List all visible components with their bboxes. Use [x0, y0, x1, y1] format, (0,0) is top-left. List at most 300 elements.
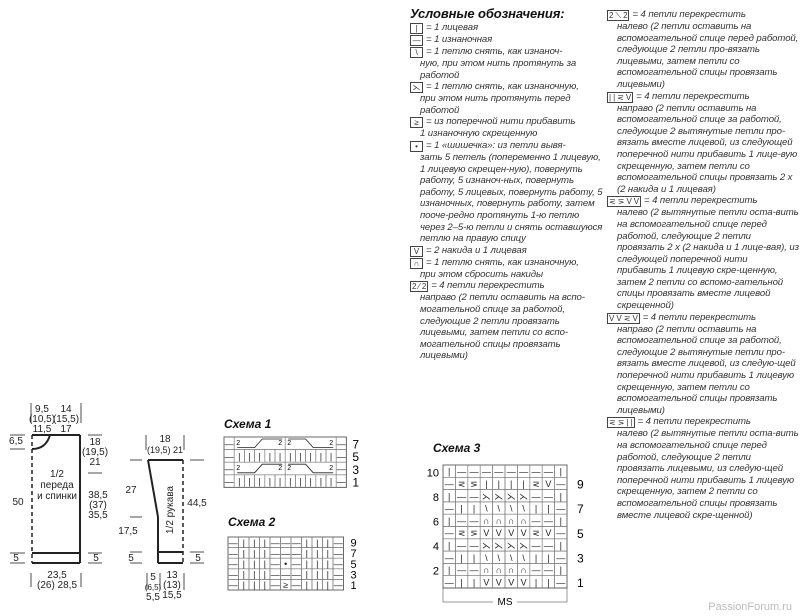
stitch-symbol: | [305, 537, 308, 548]
stitch-symbol: | [448, 540, 451, 551]
stitch-symbol: ⋋ [481, 540, 491, 551]
stitch-symbol: \ [485, 552, 488, 563]
legend-item [410, 116, 605, 140]
stitch-symbol: | [448, 565, 451, 576]
stitch-symbol: — [469, 466, 479, 477]
stitch-symbol: — [336, 438, 346, 449]
sleeve-piece-label: 1/2 рукава [165, 485, 176, 535]
legend-text: = 4 петли перекрестить [637, 416, 751, 428]
stitch-symbol: V [483, 528, 490, 539]
stitch-symbol: | [289, 476, 292, 487]
stitch-symbol: | [309, 476, 312, 487]
cable-count: 2 [278, 440, 283, 447]
stitch-symbol: | [305, 580, 308, 591]
stitch-symbol: \ [509, 552, 513, 563]
neck-width-label: 9,5 [35, 404, 49, 415]
legend-text-cont: направо (2 петли оставить на вспо-могательной спице за работой, следующие 2 петли провязать лицевыми, затем петли со вспо-могательной спицы провязать лицевыми) [420, 292, 585, 362]
stitch-symbol: — [556, 528, 566, 539]
cable-count: 2 [236, 465, 241, 473]
legend-text-cont: направо (2 петли оставить на вспомогательной спице за работой, следующие 2 вытянутые петли про-вязать вместе лицевой, из следующей поперечной нити прибавить 1 лице-вую скрещенную, затем петли со вспомогательной спицы провязать 2 x (2 накида и 1 лицевая) [617, 102, 798, 195]
cable-count: 2 [329, 465, 334, 473]
stitch-symbol: — [444, 577, 454, 588]
sleeve-width-label: (13) [163, 580, 181, 591]
stitch-symbol: ∩ [495, 565, 503, 576]
stitch-symbol: | [263, 548, 266, 559]
stitch-symbol: | [534, 552, 538, 563]
row-number: 2 [432, 565, 439, 578]
stitch-symbol: — [444, 528, 454, 539]
stitch-symbol: | [309, 451, 312, 462]
stitch-symbol: V [495, 577, 502, 588]
sleeve-lower-label: 17,5 [118, 526, 138, 537]
stitch-symbol: — [543, 540, 553, 551]
stitch-symbol: — [291, 569, 301, 580]
stitch-symbol: — [228, 559, 238, 569]
schema1-title: Схема 1 [224, 417, 272, 431]
stitch-symbol: ∩ [483, 565, 490, 576]
stitch-symbol-icon: V V ⋜ V [609, 313, 638, 323]
stitch-symbol: — [336, 476, 346, 487]
stitch-symbol: | [242, 537, 245, 548]
stitch-symbol: | [326, 569, 329, 580]
stitch-symbol-icon: | [410, 23, 423, 34]
stitch-symbol-icon: V [410, 246, 423, 257]
stitch-symbol: \ [509, 503, 513, 514]
width-label: (26) 28,5 [36, 580, 78, 591]
legend-text-cont: при этом сбросить накиды [420, 268, 543, 280]
stitch-symbol: | [242, 580, 245, 591]
legend-item [607, 9, 799, 91]
sleeve-bottom-label: 5 [150, 572, 156, 583]
stitch-symbol: | [460, 503, 463, 514]
sleeve-width-label: 13 [166, 570, 178, 581]
stitch-symbol-icon: ⋜ ⋝ V V [609, 197, 640, 207]
body-piece-label: переда [40, 480, 74, 491]
cable-count: 2 [236, 440, 241, 447]
stitch-symbol: ∩ [520, 565, 527, 576]
stitch-symbol: V [520, 528, 527, 539]
stitch-symbol: | [316, 569, 319, 580]
stitch-symbol: | [485, 478, 488, 489]
stitch-symbol: | [299, 451, 302, 462]
row-number: 7 [350, 548, 357, 561]
side-label: 38,5 [88, 490, 108, 501]
stitch-symbol: \ [522, 552, 525, 563]
stitch-symbol: | [472, 577, 476, 588]
stitch-symbol: — [444, 503, 454, 514]
stitch-symbol: ∩ [507, 565, 515, 576]
stitch-symbol: | [248, 451, 251, 462]
cable-count: 2 [287, 465, 292, 473]
row-number: 1 [577, 576, 584, 590]
stitch-symbol: | [253, 548, 256, 559]
stitch-symbol: | [559, 515, 562, 526]
stitch-symbol: | [305, 569, 308, 580]
stitch-symbol: \ [497, 552, 501, 563]
stitch-symbol: | [316, 537, 319, 548]
stitch-symbol: V [483, 577, 490, 588]
stitch-symbol: — [457, 565, 467, 576]
row-number: 8 [432, 491, 439, 504]
legend-title: Условные обозначения: [410, 6, 565, 21]
sleeve-bottom-label: (6,5) [144, 583, 162, 592]
width-label: 23,5 [47, 570, 67, 581]
stitch-symbol: — [336, 451, 346, 462]
stitch-symbol: | [326, 559, 329, 569]
row-number: 1 [352, 475, 360, 490]
stitch-symbol: | [242, 569, 245, 580]
stitch-symbol: ⋜ [457, 478, 466, 489]
stitch-symbol: | [242, 548, 245, 559]
stitch-symbol: ⋝ [470, 478, 478, 489]
stitch-symbol: — [506, 466, 516, 477]
armhole-label: (19,5) [81, 447, 109, 458]
stitch-symbol: | [253, 580, 256, 591]
stitch-symbol: | [448, 515, 451, 526]
legend-item [410, 280, 605, 362]
stitch-symbol: V [508, 528, 515, 539]
stitch-symbol: V [520, 577, 527, 588]
stitch-symbol: — [270, 559, 280, 569]
schema1-chart [220, 432, 370, 494]
stitch-symbol: | [253, 537, 256, 548]
row-number: 6 [432, 516, 439, 529]
watermark: PassionForum.ru [708, 601, 792, 613]
legend-item [607, 312, 799, 417]
row-number: 3 [577, 551, 584, 566]
stitch-symbol: | [316, 580, 319, 591]
shoulder-label: 14 [60, 404, 72, 415]
stitch-symbol: | [460, 552, 463, 563]
stitch-symbol: | [326, 537, 329, 548]
band-label: 5 [128, 553, 134, 564]
stitch-symbol: — [469, 540, 479, 551]
stitch-symbol: ∩ [507, 515, 515, 526]
stitch-symbol: — [531, 565, 541, 576]
stitch-symbol: — [291, 559, 301, 569]
stitch-symbol: | [547, 577, 550, 588]
stitch-symbol: ≥ [283, 580, 289, 591]
legend-text-cont: при этом нить протянуть перед работой [420, 93, 571, 116]
stitch-symbol: — [457, 540, 467, 551]
stitch-symbol: ⋋ [494, 491, 504, 502]
stitch-symbol-icon: ≥ [410, 117, 423, 128]
stitch-symbol: ⋋ [494, 540, 504, 551]
stitch-symbol: | [472, 503, 476, 514]
stitch-symbol: | [263, 580, 266, 591]
stitch-symbol: — [556, 552, 566, 563]
stitch-symbol: — [224, 438, 234, 449]
legend-text-cont: зать 5 петель (попеременно 1 лицевую, 1 лицевую скрещен-ную), повернуть работу, 5 изнаноч-ных, повернуть работу, 5 лицевых, повернуть работу, 5 изнаночных, повернуть работу, затем пооче-редно протянуть 1-ю петлю через 2–5-ю петли и снять оставшуюся петлю на правую спицу [420, 151, 603, 245]
legend-text: = 4 петли перекрестить [632, 9, 746, 20]
band-label: 5 [93, 553, 99, 564]
stitch-symbol-icon: — [410, 35, 423, 46]
stitch-symbol: ⋜ [532, 478, 540, 489]
legend-item [410, 245, 605, 257]
legend-text: = 4 петли перекрестить [636, 90, 750, 102]
stitch-symbol-icon: ⋋ [410, 82, 423, 93]
stitch-symbol: ∩ [495, 515, 503, 526]
schema3-chart [420, 460, 600, 610]
legend-item [410, 81, 605, 116]
legend-text: = 1 лицевая [426, 22, 478, 33]
stitch-symbol: — [281, 537, 291, 548]
stitch-symbol: V [495, 528, 502, 539]
stitch-symbol: — [291, 537, 301, 548]
stitch-symbol: — [543, 515, 553, 526]
stitch-symbol: — [444, 478, 454, 489]
stitch-symbol: — [494, 466, 504, 477]
sleeve-width-label: 15,5 [162, 590, 182, 601]
stitch-symbol: | [448, 466, 451, 477]
legend-text-cont: налево (2 петли оставить на вспомогательной спице перед работой, следующие 2 петли про-вязать лицевыми, затем петли со вспомогательной спицы провязать лицевыми) [617, 21, 799, 90]
stitch-symbol: — [531, 491, 541, 502]
row-number: 5 [577, 526, 584, 541]
legend-text: = 2 накида и 1 лицевая [426, 244, 527, 256]
legend-item [410, 46, 605, 81]
stitch-symbol: | [278, 476, 282, 487]
stitch-symbol: \ [485, 503, 488, 514]
stitch-symbol: — [224, 451, 234, 462]
stitch-symbol: | [299, 476, 302, 487]
stitch-symbol: | [559, 491, 562, 502]
stitch-symbol: — [543, 565, 553, 576]
stitch-symbol: — [228, 537, 238, 548]
neck-width-label: (10,5) [28, 414, 56, 425]
stitch-symbol: | [319, 476, 323, 487]
cable-count: 2 [287, 440, 292, 447]
neck-width-label: 11,5 [32, 424, 52, 435]
shoulder-label: 17 [60, 424, 72, 435]
legend-text: = 1 петлю снять, как изнаночную, [426, 81, 579, 93]
stitch-symbol: — [457, 515, 467, 526]
stitch-symbol-icon: 2 ⟍ 2 [609, 11, 628, 20]
stitch-symbol: | [263, 569, 266, 580]
stitch-symbol: — [228, 569, 238, 580]
row-number: 4 [432, 541, 439, 554]
legend-text: = 4 петли перекрестить [644, 195, 758, 207]
cable-cross-icon [237, 439, 282, 448]
legend-text: = 1 петлю снять, как изнаноч- [426, 46, 563, 57]
legend-item [607, 91, 799, 196]
stitch-symbol: — [531, 540, 541, 551]
armhole-label: 21 [89, 457, 101, 468]
side-label: (37) [89, 500, 107, 511]
legend-item [410, 257, 605, 281]
stitch-symbol: — [333, 548, 343, 559]
stitch-symbol: | [242, 559, 245, 569]
stitch-symbol: | [258, 476, 261, 487]
stitch-symbol: | [263, 559, 266, 569]
stitch-symbol-icon: ⋜ ⋝ | | [609, 418, 633, 428]
row-number: 5 [352, 450, 360, 465]
band-label: 5 [195, 553, 201, 564]
stitch-symbol: | [534, 577, 538, 588]
stitch-symbol: | [448, 491, 451, 502]
stitch-symbol: | [248, 476, 251, 487]
sleeve-top-label: (19,5) 21 [146, 445, 184, 455]
stitch-symbol: | [326, 580, 329, 591]
stitch-symbol: — [444, 552, 454, 563]
legend-item [607, 195, 799, 311]
stitch-symbol: \ [497, 503, 501, 514]
stitch-symbol: — [270, 537, 280, 548]
stitch-symbol-icon: ∩ [410, 258, 423, 269]
stitch-symbol: — [333, 580, 343, 591]
cable-count: 2 [329, 440, 334, 447]
stitch-symbol: — [556, 478, 566, 489]
band-label: 5 [13, 553, 19, 564]
stitch-symbol: — [291, 580, 301, 591]
sleeve-top-label: 18 [159, 434, 171, 445]
stitch-symbol: — [531, 466, 541, 477]
stitch-symbol: | [268, 451, 272, 462]
legend-item [410, 22, 605, 34]
row-number: 9 [350, 537, 357, 550]
legend-text-cont: ную, при этом нить протянуть за работой [420, 58, 577, 81]
stitch-symbol: ⋋ [519, 491, 529, 502]
stitch-symbol: | [510, 478, 513, 489]
stitch-symbol: | [278, 451, 282, 462]
cable-cross-icon [288, 464, 333, 473]
legend-left [410, 6, 605, 362]
legend-text: = 1 изнаночная [426, 34, 493, 45]
stitch-symbol: ∩ [520, 515, 527, 526]
shoulder-label: (15,5) [52, 414, 80, 425]
row-number: 3 [352, 462, 360, 477]
length-label: 50 [12, 497, 24, 508]
stitch-symbol: | [253, 559, 256, 569]
legend-text: = 4 петли перекрестить [431, 280, 545, 292]
legend-text: = 1 «шишечка»: из петли вывя- [426, 139, 566, 151]
stitch-symbol: — [336, 464, 346, 474]
stitch-symbol: | [316, 559, 319, 569]
stitch-symbol: ⋋ [506, 491, 516, 502]
row-number: 7 [577, 502, 584, 517]
stitch-symbol: | [460, 577, 463, 588]
stitch-symbol: — [531, 515, 541, 526]
stitch-symbol: | [253, 569, 256, 580]
stitch-symbol: — [333, 559, 343, 569]
stitch-symbol: | [522, 478, 525, 489]
cable-cross-icon [288, 439, 333, 448]
stitch-symbol-icon: | | ⋜ V [609, 92, 632, 102]
legend-item [607, 416, 799, 521]
stitch-symbol: ⋜ [532, 528, 540, 539]
armhole-label: 18 [89, 437, 101, 448]
stitch-symbol: | [263, 537, 266, 548]
sleeve-upper-label: 27 [125, 485, 137, 496]
stitch-symbol: | [547, 503, 550, 514]
stitch-symbol: | [238, 476, 241, 487]
stitch-symbol: — [543, 491, 553, 502]
stitch-symbol: — [270, 548, 280, 559]
stitch-symbol: — [270, 569, 280, 580]
legend-text: = 4 петли перекрестить [642, 311, 756, 323]
stitch-symbol: V [545, 478, 552, 489]
stitch-symbol: | [547, 552, 550, 563]
stitch-symbol: | [559, 466, 562, 477]
cable-cross-icon [237, 464, 282, 473]
stitch-symbol: ⋋ [481, 491, 491, 502]
row-number: 10 [426, 467, 439, 480]
stitch-symbol: | [238, 451, 241, 462]
schema2-chart [224, 533, 374, 595]
stitch-symbol: ⋋ [506, 540, 516, 551]
row-number: 9 [577, 477, 584, 492]
stitch-symbol: | [472, 552, 476, 563]
legend-item [410, 140, 605, 245]
stitch-symbol: | [497, 478, 500, 489]
stitch-symbol: — [481, 466, 491, 477]
stitch-symbol: — [228, 548, 238, 559]
stitch-symbol: — [556, 503, 566, 514]
stitch-symbol: | [316, 548, 319, 559]
legend-text-cont: 1 изнаночную скрещенную [420, 128, 538, 140]
stitch-symbol: — [281, 548, 291, 559]
stitch-symbol: • [284, 559, 288, 569]
legend-text: = из поперечной нити прибавить [426, 116, 576, 128]
stitch-symbol: ⋝ [470, 528, 478, 539]
stitch-symbol: | [559, 565, 562, 576]
stitch-symbol: — [333, 569, 343, 580]
stitch-symbol: — [224, 464, 234, 474]
legend-text: = 1 петлю снять, как изнаночную, [426, 256, 579, 268]
legend-text-cont: налево (2 вытянутые петли оста-вить на вспомогательной спице перед работой, следующие 2 петли провязать лицевыми, из следую-щей поперечной нити прибавить 1 лицевую скрещенную, затем 2 петли со вспомогательной спицы провязать вместе лицевой скре-щенной) [617, 428, 799, 521]
stitch-symbol: | [329, 451, 333, 462]
stitch-symbol: — [457, 491, 467, 502]
stitch-symbol-icon: 2 ⁄ 2 [412, 282, 427, 292]
cable-count: 2 [278, 465, 283, 473]
stitch-symbol: ⋜ [457, 528, 466, 539]
stitch-symbol: — [291, 548, 301, 559]
stitch-symbol: — [270, 580, 280, 591]
stitch-symbol: \ [522, 503, 525, 514]
stitch-symbol: — [228, 580, 238, 591]
stitch-symbol: | [329, 476, 333, 487]
stitch-symbol-icon: \ [410, 47, 423, 58]
stitch-symbol: — [224, 476, 234, 487]
legend-text-cont: направо (2 петли оставить на вспомогательной спице за работой, следующие 2 вытянутые петли про-вязать вместе лицевой, из следую-щей поперечной нити прибавить 1 лицевую скрещенную, затем петли со вспомогательной спицы провязать лицевыми) [617, 323, 796, 416]
schema2-title: Схема 2 [228, 515, 276, 529]
stitch-symbol: ∩ [483, 515, 490, 526]
schema3-title: Схема 3 [433, 441, 481, 455]
body-piece-label: и спинки [37, 491, 77, 502]
stitch-symbol: | [258, 451, 261, 462]
stitch-symbol: — [556, 577, 566, 588]
stitch-symbol: — [469, 565, 479, 576]
stitch-symbol: V [508, 577, 515, 588]
stitch-symbol: | [305, 559, 308, 569]
repeat-label: MS [497, 597, 513, 608]
row-number: 1 [350, 580, 357, 592]
stitch-symbol: | [559, 540, 562, 551]
stitch-symbol: | [326, 548, 329, 559]
stitch-symbol: | [268, 476, 272, 487]
stitch-symbol: | [305, 548, 308, 559]
stitch-symbol: V [545, 528, 552, 539]
stitch-symbol: | [289, 451, 292, 462]
legend-text-cont: налево (2 вытянутые петли оста-вить на вспомогательной спице перед работой, следующие 2 петли провязать 2 x (2 накида и 1 лице-вая), из следующей поперечной нити прибавить 1 лицевую скре-щенную, затем 2 петли со вспомо-гательной спицы провязать вместе лицевой скрещенной) [617, 207, 799, 312]
row-number: 3 [350, 569, 357, 582]
stitch-symbol: — [333, 537, 343, 548]
stitch-symbol: — [469, 515, 479, 526]
row-number: 7 [352, 437, 360, 452]
row-number: 5 [350, 558, 357, 571]
stitch-symbol: — [519, 466, 529, 477]
neck-depth-label: 6,5 [9, 436, 23, 447]
stitch-symbol: — [543, 466, 553, 477]
